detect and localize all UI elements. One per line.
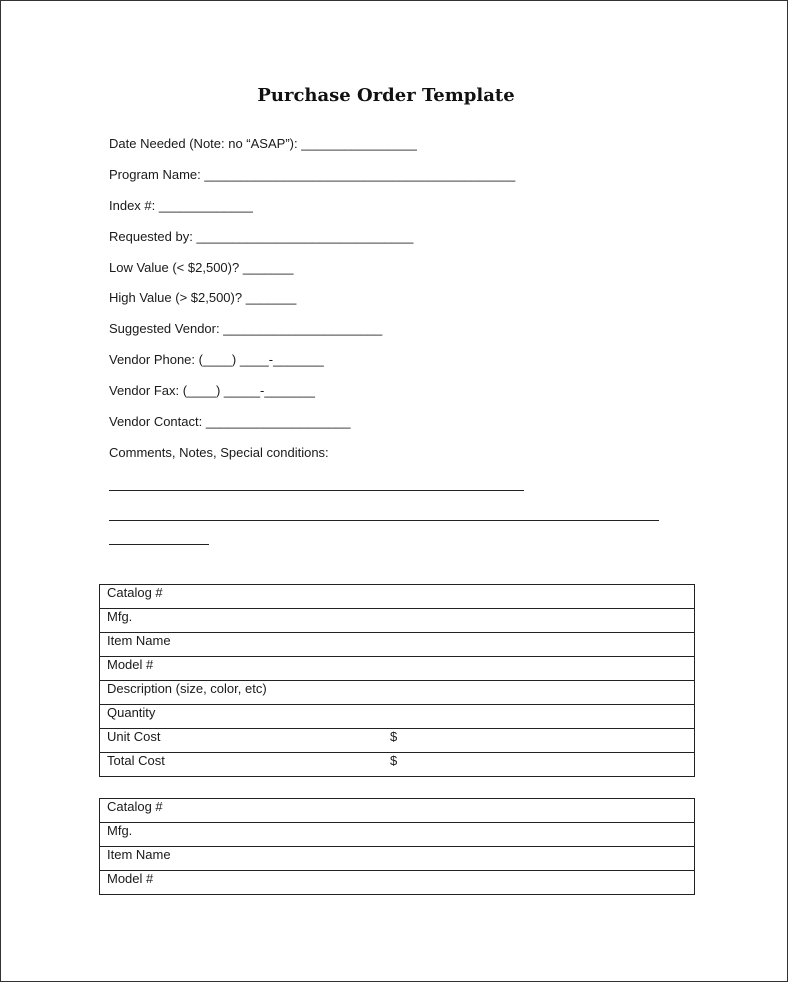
table-row bbox=[100, 705, 695, 729]
vendor-contact-field: Vendor Contact: ____________________ bbox=[109, 414, 351, 429]
comments-line-3 bbox=[109, 544, 209, 545]
table-row bbox=[100, 633, 695, 657]
row-label: Mfg. bbox=[107, 609, 133, 624]
program-name-field: Program Name: ___________________________________________ bbox=[109, 167, 516, 182]
table-cell bbox=[100, 705, 695, 729]
table-row bbox=[100, 847, 695, 871]
vendor-phone-field: Vendor Phone: (____) ____-_______ bbox=[109, 352, 324, 367]
comments-line-2 bbox=[109, 520, 659, 521]
table-row bbox=[100, 609, 695, 633]
suggested-vendor-field: Suggested Vendor: ______________________ bbox=[109, 321, 383, 336]
table-cell bbox=[100, 657, 695, 681]
table-cell bbox=[100, 799, 695, 823]
row-label: Model # bbox=[107, 657, 154, 672]
row-label: Catalog # bbox=[107, 799, 163, 814]
total-cost-value: $ bbox=[390, 753, 398, 768]
comments-label: Comments, Notes, Special conditions: bbox=[109, 445, 329, 460]
date-needed-field: Date Needed (Note: no “ASAP”): ________________ bbox=[109, 136, 417, 151]
low-value-field: Low Value (< $2,500)? _______ bbox=[109, 260, 294, 275]
table-cell bbox=[100, 609, 695, 633]
table-cell bbox=[100, 847, 695, 871]
table-row bbox=[100, 799, 695, 823]
table-cell bbox=[100, 585, 695, 609]
row-label: Item Name bbox=[107, 633, 171, 648]
table-cell bbox=[100, 681, 695, 705]
index-field: Index #: _____________ bbox=[109, 198, 253, 213]
table-row bbox=[100, 729, 695, 753]
table-cell bbox=[100, 823, 695, 847]
table-row bbox=[100, 871, 695, 895]
row-label: Catalog # bbox=[107, 585, 163, 600]
high-value-field: High Value (> $2,500)? _______ bbox=[109, 290, 297, 305]
table-cell bbox=[100, 633, 695, 657]
table-cell bbox=[100, 729, 695, 753]
table-row bbox=[100, 681, 695, 705]
table-row bbox=[100, 585, 695, 609]
page-title: Purchase Order Template bbox=[257, 85, 515, 106]
table-row bbox=[100, 823, 695, 847]
row-label: Item Name bbox=[107, 847, 171, 862]
item-table-1 bbox=[99, 584, 695, 777]
row-label: Description (size, color, etc) bbox=[107, 681, 267, 696]
row-label: Unit Cost bbox=[107, 729, 161, 744]
vendor-fax-field: Vendor Fax: (____) _____-_______ bbox=[109, 383, 315, 398]
row-label: Total Cost bbox=[107, 753, 165, 768]
table-cell bbox=[100, 753, 695, 777]
unit-cost-value: $ bbox=[390, 729, 398, 744]
item-table-2 bbox=[99, 798, 695, 895]
table-row bbox=[100, 753, 695, 777]
table-row bbox=[100, 657, 695, 681]
table-cell bbox=[100, 871, 695, 895]
requested-by-field: Requested by: ______________________________ bbox=[109, 229, 414, 244]
comments-line-1 bbox=[109, 490, 524, 491]
row-label: Mfg. bbox=[107, 823, 133, 838]
row-label: Quantity bbox=[107, 705, 156, 720]
row-label: Model # bbox=[107, 871, 154, 886]
